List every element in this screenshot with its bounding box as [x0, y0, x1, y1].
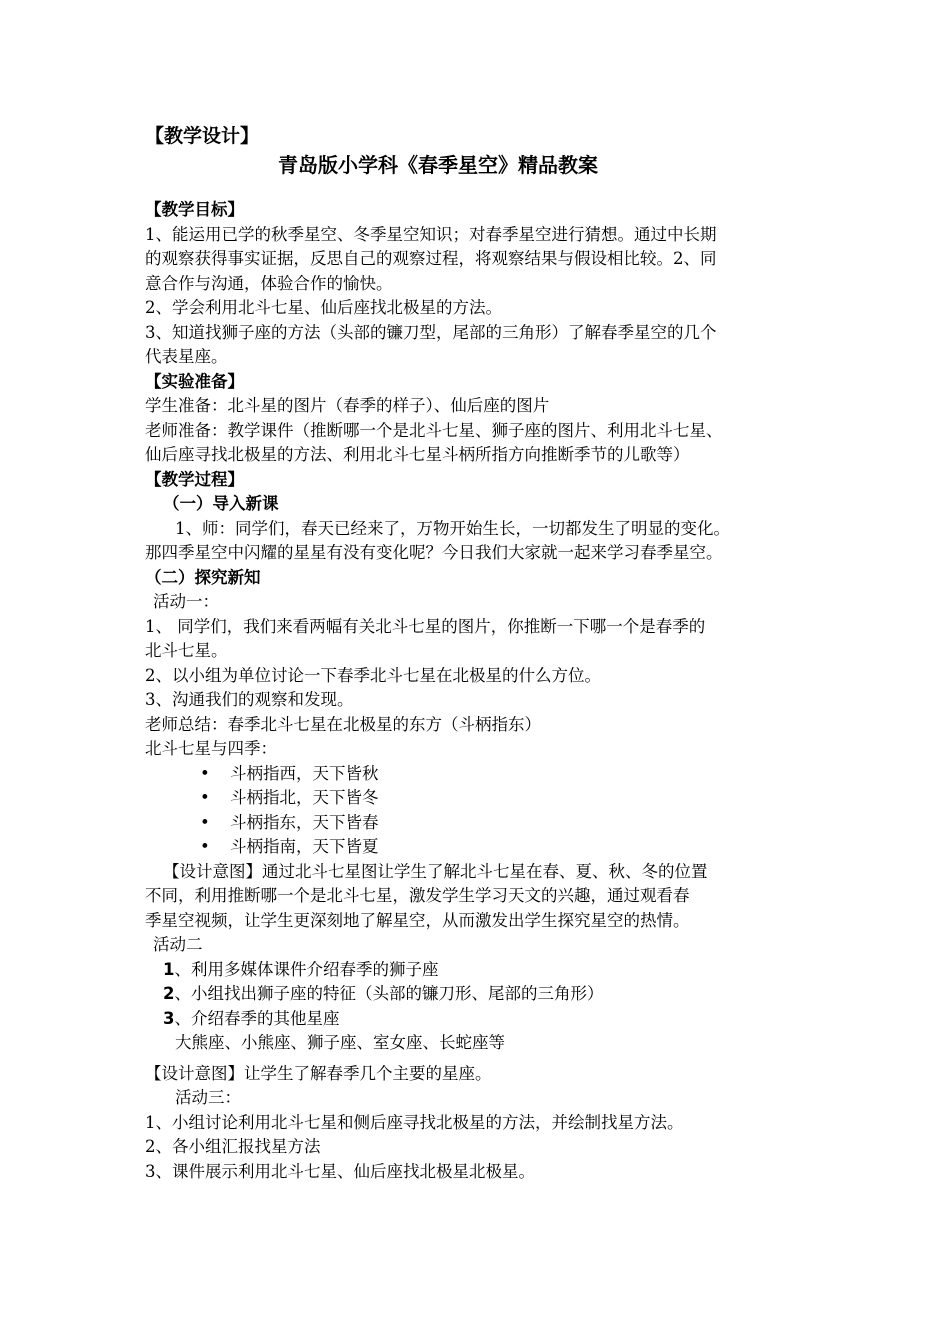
- activity3-label: 活动三：: [175, 1088, 241, 1107]
- prep-line: 仙后座寻找北极星的方法、利用北斗七星斗柄所指方向推断季节的儿歌等）: [145, 445, 690, 464]
- list-item: [200, 835, 825, 860]
- bullet-text: 斗柄指西，天下皆秋: [230, 763, 379, 783]
- item-number: 1: [163, 959, 175, 979]
- part1-line: 1、师：同学们，春天已经来了，万物开始生长，一切都发生了明显的变化。: [175, 518, 730, 538]
- goals-line: 1、能运用已学的秋季星空、冬季星空知识；对春季星空进行猜想。通过中长期: [145, 224, 717, 244]
- part2-heading: （二）探究新知: [145, 567, 261, 587]
- document-title: 青岛版小学科《春季星空》精品教案: [278, 153, 598, 177]
- bullet-text: 斗柄指北，天下皆冬: [230, 788, 379, 807]
- item-number: 2: [163, 984, 175, 1003]
- activity3-line: 3、课件展示利用北斗七星、仙后座找北极星北极星。: [145, 1161, 535, 1181]
- activity1-line: 1、 同学们，我们来看两幅有关北斗七星的图片，你推断一下哪一个是春季的: [145, 616, 706, 636]
- activity1-line: 老师总结：春季北斗七星在北极星的东方（斗柄指东）: [145, 714, 541, 734]
- list-item: [200, 762, 825, 787]
- activity2-item: [145, 982, 825, 1007]
- item-number: 3: [163, 1008, 175, 1028]
- activity1-line: 北斗七星。: [145, 641, 228, 660]
- activity1-line: 2、以小组为单位讨论一下春季北斗七星在北极星的什么方位。: [145, 665, 601, 685]
- bullet-icon: •: [200, 763, 210, 783]
- activity3-line: 2、各小组汇报找星方法: [145, 1137, 321, 1156]
- constellation-list: 大熊座、小熊座、狮子座、室女座、长蛇座等: [175, 1033, 505, 1052]
- list-item: [200, 786, 825, 811]
- prep-line: 老师准备：教学课件（推断哪一个是北斗七星、狮子座的图片、利用北斗七星、: [145, 420, 723, 440]
- prep-line: 学生准备：北斗星的图片（春季的样子）、仙后座的图片: [145, 396, 550, 415]
- prep-heading: 【实验准备】: [145, 371, 244, 391]
- activity2-item: [145, 958, 825, 983]
- goals-line: 意合作与沟通，体验合作的愉快。: [145, 273, 393, 293]
- activity1-line: 北斗七星与四季：: [145, 739, 277, 758]
- process-heading: 【教学过程】: [145, 469, 244, 489]
- part1-heading: （一）导入新课: [163, 494, 279, 513]
- goals-line: 2、学会利用北斗七星、仙后座找北极星的方法。: [145, 298, 502, 317]
- goals-line: 3、知道找狮子座的方法（头部的镰刀型，尾部的三角形）了解春季星空的几个: [145, 322, 717, 342]
- activity2-item: [145, 1007, 825, 1032]
- list-item: [200, 811, 825, 836]
- activity1-label: 活动一：: [153, 592, 219, 611]
- activity2-intent: 【设计意图】让学生了解春季几个主要的星座。: [145, 1063, 492, 1083]
- activity1-intent-line: 不同，利用推断哪一个是北斗七星，激发学生学习天文的兴趣，通过观看春: [145, 886, 690, 905]
- activity1-line: 3、沟通我们的观察和发现。: [145, 690, 354, 709]
- header-tag: 【教学设计】: [145, 125, 260, 147]
- bullet-text: 斗柄指南，天下皆夏: [230, 837, 379, 856]
- activity1-intent-line: 季星空视频，让学生更深刻地了解星空，从而激发出学生探究星空的热情。: [145, 910, 690, 930]
- item-text: 、介绍春季的其他星座: [174, 1008, 340, 1028]
- item-text: 、小组找出狮子座的特征（头部的镰刀形、尾部的三角形）: [174, 984, 604, 1003]
- activity2-label: 活动二: [153, 935, 203, 954]
- bullet-icon: •: [200, 788, 210, 807]
- goals-line: 的观察获得事实证据，反思自己的观察过程，将观察结果与假设相比较。2、同: [145, 249, 717, 268]
- bullet-text: 斗柄指东，天下皆春: [230, 812, 379, 832]
- document-page: [145, 122, 825, 1184]
- activity3-line: 1、小组讨论利用北斗七星和侧后座寻找北极星的方法，并绘制找星方法。: [145, 1112, 684, 1132]
- season-bullet-list: [145, 762, 825, 860]
- part1-line: 那四季星空中闪耀的星星有没有变化呢？今日我们大家就一起来学习春季星空。: [145, 543, 723, 562]
- goals-line: 代表星座。: [145, 347, 228, 366]
- goals-heading: 【教学目标】: [145, 200, 244, 219]
- activity1-intent-line: 【设计意图】通过北斗七星图让学生了解北斗七星在春、夏、秋、冬的位置: [163, 861, 708, 881]
- bullet-icon: •: [200, 812, 210, 832]
- bullet-icon: •: [200, 837, 210, 856]
- item-text: 、利用多媒体课件介绍春季的狮子座: [174, 959, 439, 979]
